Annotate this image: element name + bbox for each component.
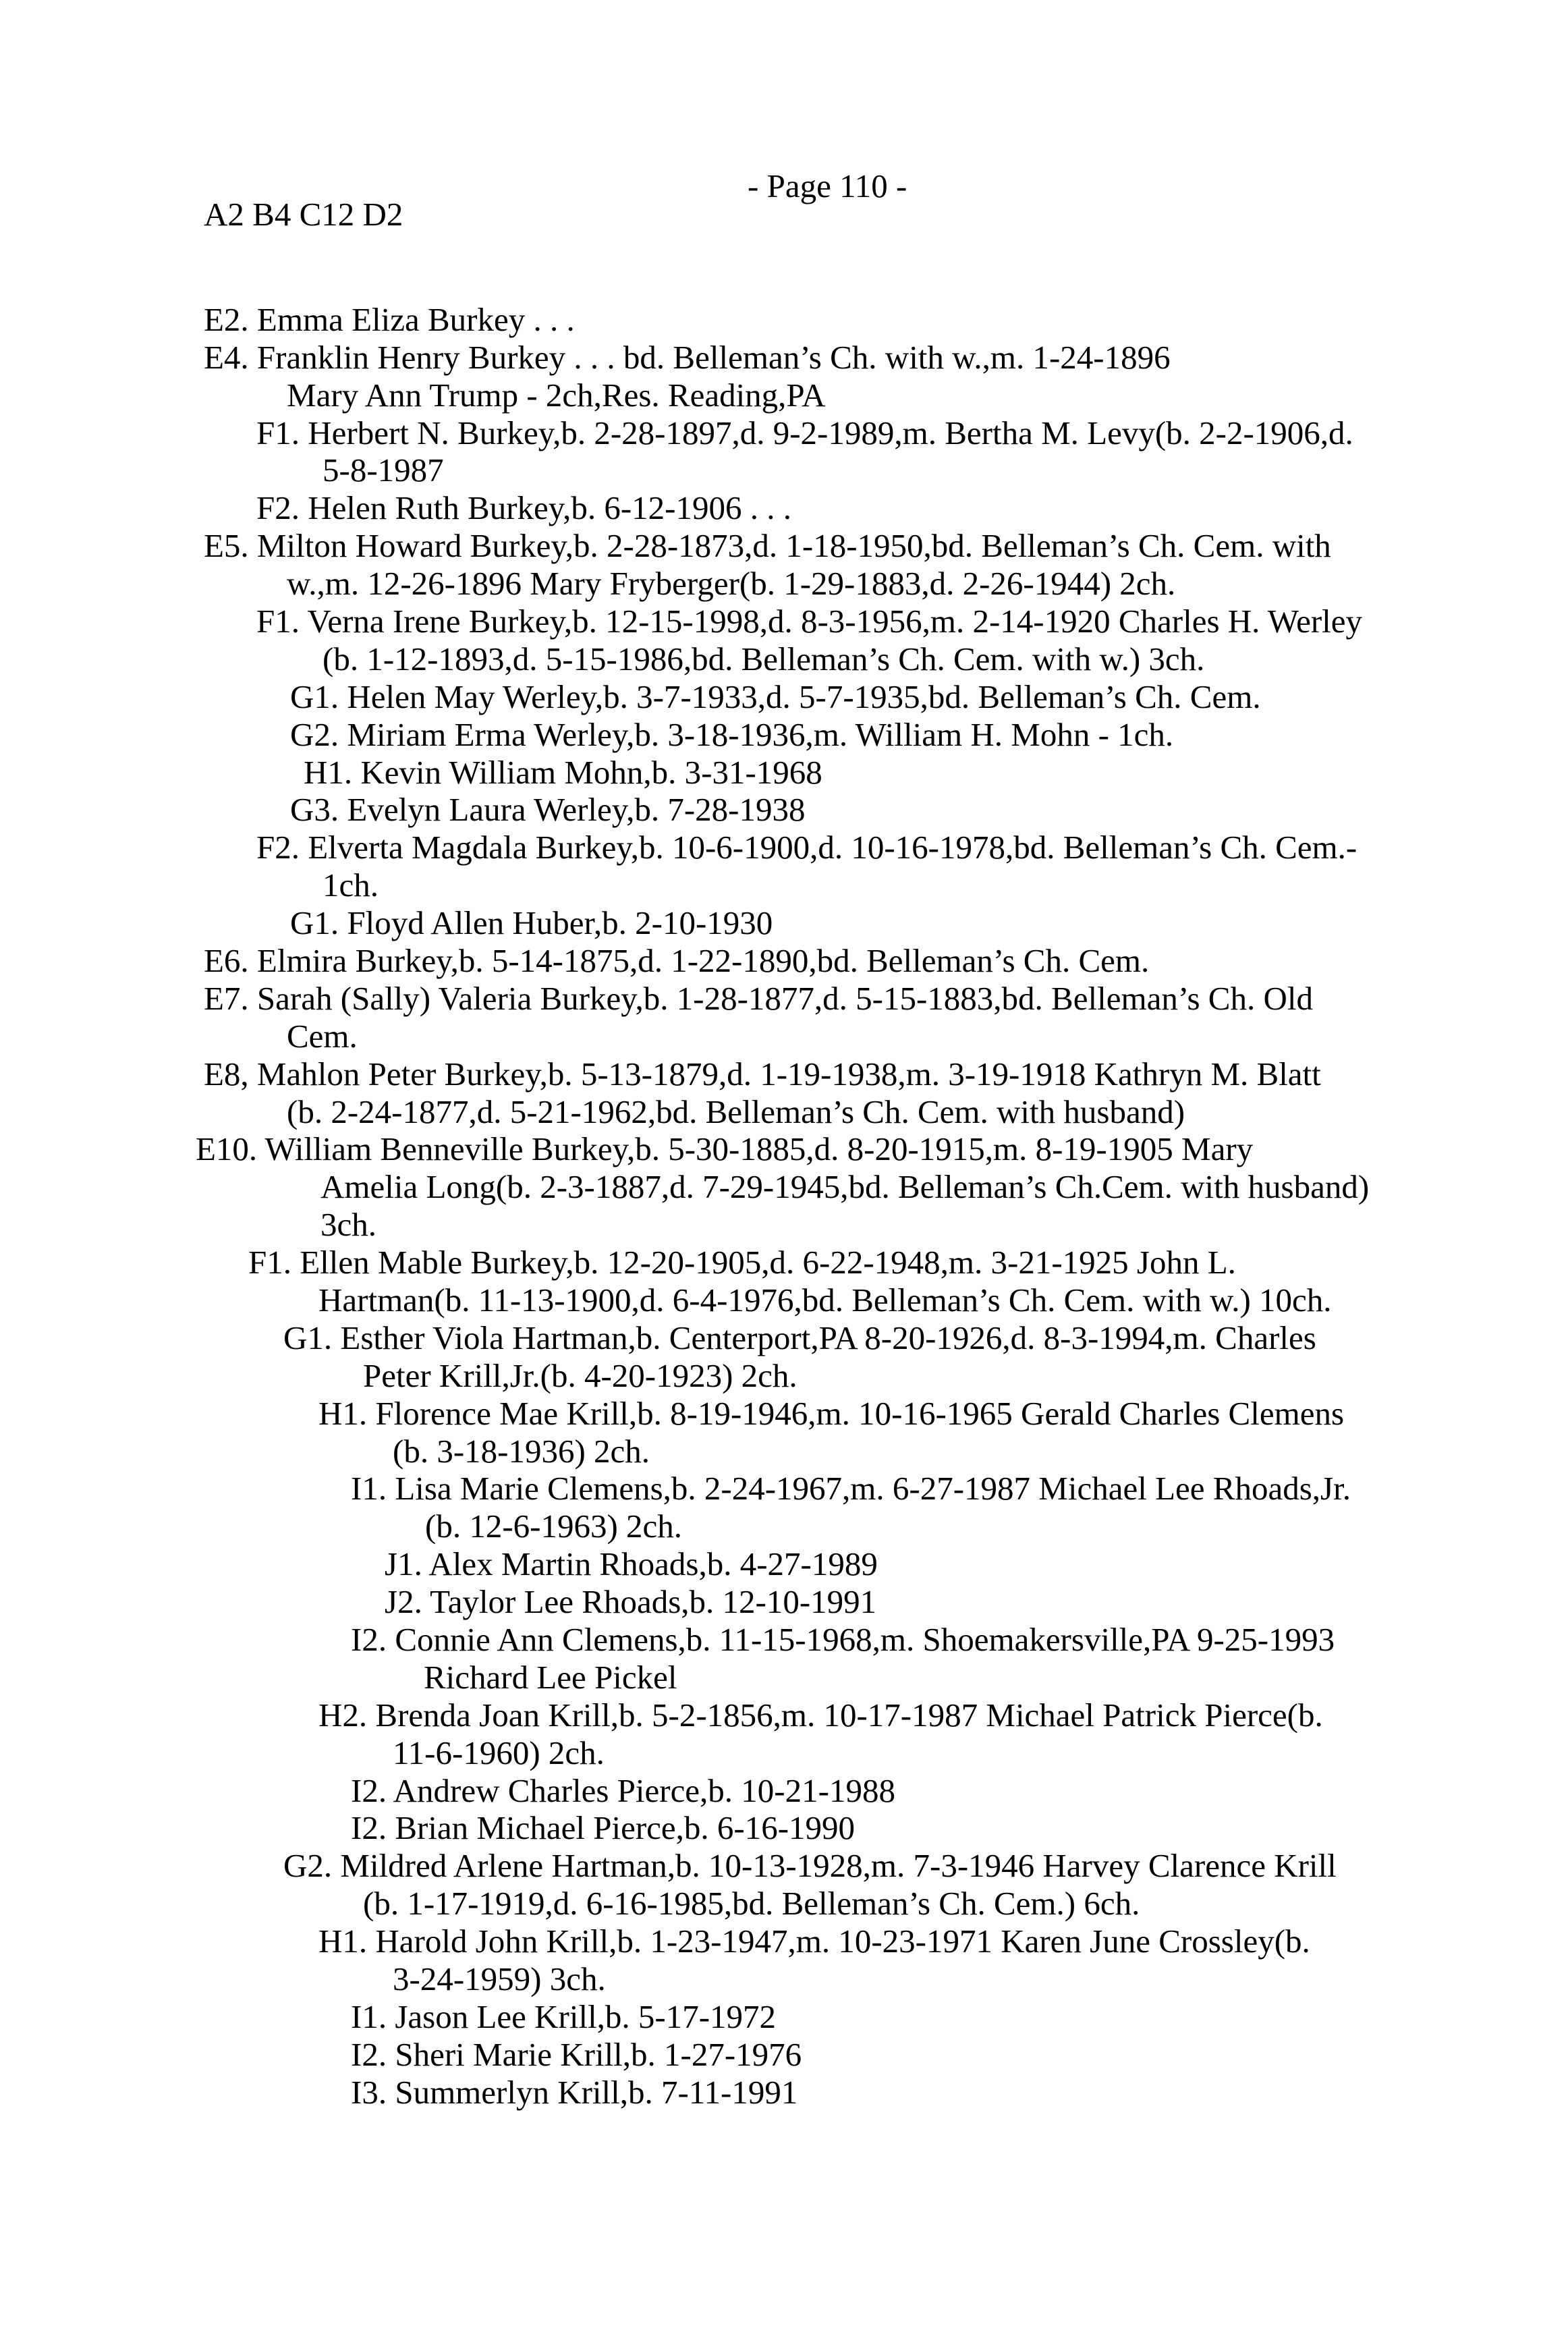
entry-line: E2. Emma Eliza Burkey . . . [204, 301, 575, 338]
entry-line: F2. Helen Ruth Burkey,b. 6-12-1906 . . . [256, 489, 791, 526]
entry-line: H1. Kevin William Mohn,b. 3-31-1968 [304, 754, 822, 791]
entry-line: (b. 1-12-1893,d. 5-15-1986,bd. Belleman’s Ch. Cem. with w.) 3ch. [323, 640, 1205, 678]
entry-line: Cem. [287, 1018, 358, 1055]
entry-line: Richard Lee Pickel [424, 1659, 677, 1696]
entry-line: w.,m. 12-26-1896 Mary Fryberger(b. 1-29-1883,d. 2-26-1944) 2ch. [287, 565, 1176, 602]
entry-line: E4. Franklin Henry Burkey . . . bd. Belleman’s Ch. with w.,m. 1-24-1896 [204, 339, 1171, 376]
entry-line: I1. Jason Lee Krill,b. 5-17-1972 [351, 1998, 777, 2035]
entry-line: G1. Helen May Werley,b. 3-7-1933,d. 5-7-1935,bd. Belleman’s Ch. Cem. [290, 678, 1261, 715]
entry-line: Amelia Long(b. 2-3-1887,d. 7-29-1945,bd. Belleman’s Ch.Cem. with husband) [320, 1168, 1370, 1205]
entry-line: I3. Summerlyn Krill,b. 7-11-1991 [351, 2074, 798, 2111]
entry-line: 5-8-1987 [323, 451, 444, 489]
entry-line: Mary Ann Trump - 2ch,Res. Reading,PA [287, 377, 826, 414]
entry-line: I2. Sheri Marie Krill,b. 1-27-1976 [351, 2036, 802, 2073]
entry-line: E7. Sarah (Sally) Valeria Burkey,b. 1-28-1877,d. 5-15-1883,bd. Belleman’s Ch. Old [204, 980, 1313, 1017]
entry-line: G1. Floyd Allen Huber,b. 2-10-1930 [290, 904, 773, 941]
entry-line: I1. Lisa Marie Clemens,b. 2-24-1967,m. 6-27-1987 Michael Lee Rhoads,Jr. [351, 1470, 1351, 1507]
entry-line: 3ch. [320, 1206, 376, 1243]
entry-line: J2. Taylor Lee Rhoads,b. 12-10-1991 [385, 1583, 877, 1620]
entry-line: (b. 12-6-1963) 2ch. [425, 1508, 683, 1545]
entry-line: (b. 2-24-1877,d. 5-21-1962,bd. Belleman’s Ch. Cem. with husband) [287, 1093, 1185, 1130]
entry-line: E5. Milton Howard Burkey,b. 2-28-1873,d. 1-18-1950,bd. Belleman’s Ch. Cem. with [204, 527, 1331, 564]
entry-line: E6. Elmira Burkey,b. 5-14-1875,d. 1-22-1890,bd. Belleman’s Ch. Cem. [204, 942, 1150, 979]
lineage-code: A2 B4 C12 D2 [204, 196, 403, 233]
entry-line: 11-6-1960) 2ch. [393, 1734, 605, 1771]
entry-line: E10. William Benneville Burkey,b. 5-30-1885,d. 8-20-1915,m. 8-19-1905 Mary [196, 1130, 1254, 1167]
entry-line: F1. Herbert N. Burkey,b. 2-28-1897,d. 9-2-1989,m. Bertha M. Levy(b. 2-2-1906,d. [256, 414, 1353, 451]
entry-line: Hartman(b. 11-13-1900,d. 6-4-1976,bd. Belleman’s Ch. Cem. with w.) 10ch. [318, 1281, 1332, 1319]
entry-line: G2. Mildred Arlene Hartman,b. 10-13-1928,m. 7-3-1946 Harvey Clarence Krill [283, 1847, 1337, 1884]
entry-line: I2. Brian Michael Pierce,b. 6-16-1990 [351, 1809, 856, 1846]
page-number: - Page 110 - [748, 167, 907, 204]
entry-line: 3-24-1959) 3ch. [393, 1960, 606, 1997]
entry-line: G3. Evelyn Laura Werley,b. 7-28-1938 [290, 791, 806, 828]
entry-line: H2. Brenda Joan Krill,b. 5-2-1856,m. 10-17-1987 Michael Patrick Pierce(b. [318, 1696, 1323, 1734]
entry-line: H1. Harold John Krill,b. 1-23-1947,m. 10-23-1971 Karen June Crossley(b. [318, 1923, 1310, 1960]
entry-line: E8, Mahlon Peter Burkey,b. 5-13-1879,d. 1-19-1938,m. 3-19-1918 Kathryn M. Blatt [204, 1055, 1321, 1093]
entry-line: (b. 3-18-1936) 2ch. [393, 1433, 650, 1470]
entry-line: I2. Andrew Charles Pierce,b. 10-21-1988 [351, 1772, 895, 1809]
entry-line: F1. Ellen Mable Burkey,b. 12-20-1905,d. 6-22-1948,m. 3-21-1925 John L. [248, 1244, 1236, 1281]
entry-line: G2. Miriam Erma Werley,b. 3-18-1936,m. William H. Mohn - 1ch. [290, 716, 1174, 753]
entry-line: 1ch. [323, 866, 379, 904]
entry-line: F1. Verna Irene Burkey,b. 12-15-1998,d. 8-3-1956,m. 2-14-1920 Charles H. Werley [256, 603, 1363, 640]
entry-line: I2. Connie Ann Clemens,b. 11-15-1968,m. Shoemakersville,PA 9-25-1993 [351, 1621, 1335, 1658]
entry-line: H1. Florence Mae Krill,b. 8-19-1946,m. 10-16-1965 Gerald Charles Clemens [318, 1395, 1345, 1432]
entry-line: Peter Krill,Jr.(b. 4-20-1923) 2ch. [363, 1357, 797, 1394]
entry-line: (b. 1-17-1919,d. 6-16-1985,bd. Belleman’s Ch. Cem.) 6ch. [363, 1885, 1140, 1922]
entry-line: G1. Esther Viola Hartman,b. Centerport,PA 8-20-1926,d. 8-3-1994,m. Charles [283, 1319, 1316, 1356]
entry-line: J1. Alex Martin Rhoads,b. 4-27-1989 [385, 1545, 878, 1582]
entry-line: F2. Elverta Magdala Burkey,b. 10-6-1900,d. 10-16-1978,bd. Belleman’s Ch. Cem.- [256, 829, 1357, 866]
